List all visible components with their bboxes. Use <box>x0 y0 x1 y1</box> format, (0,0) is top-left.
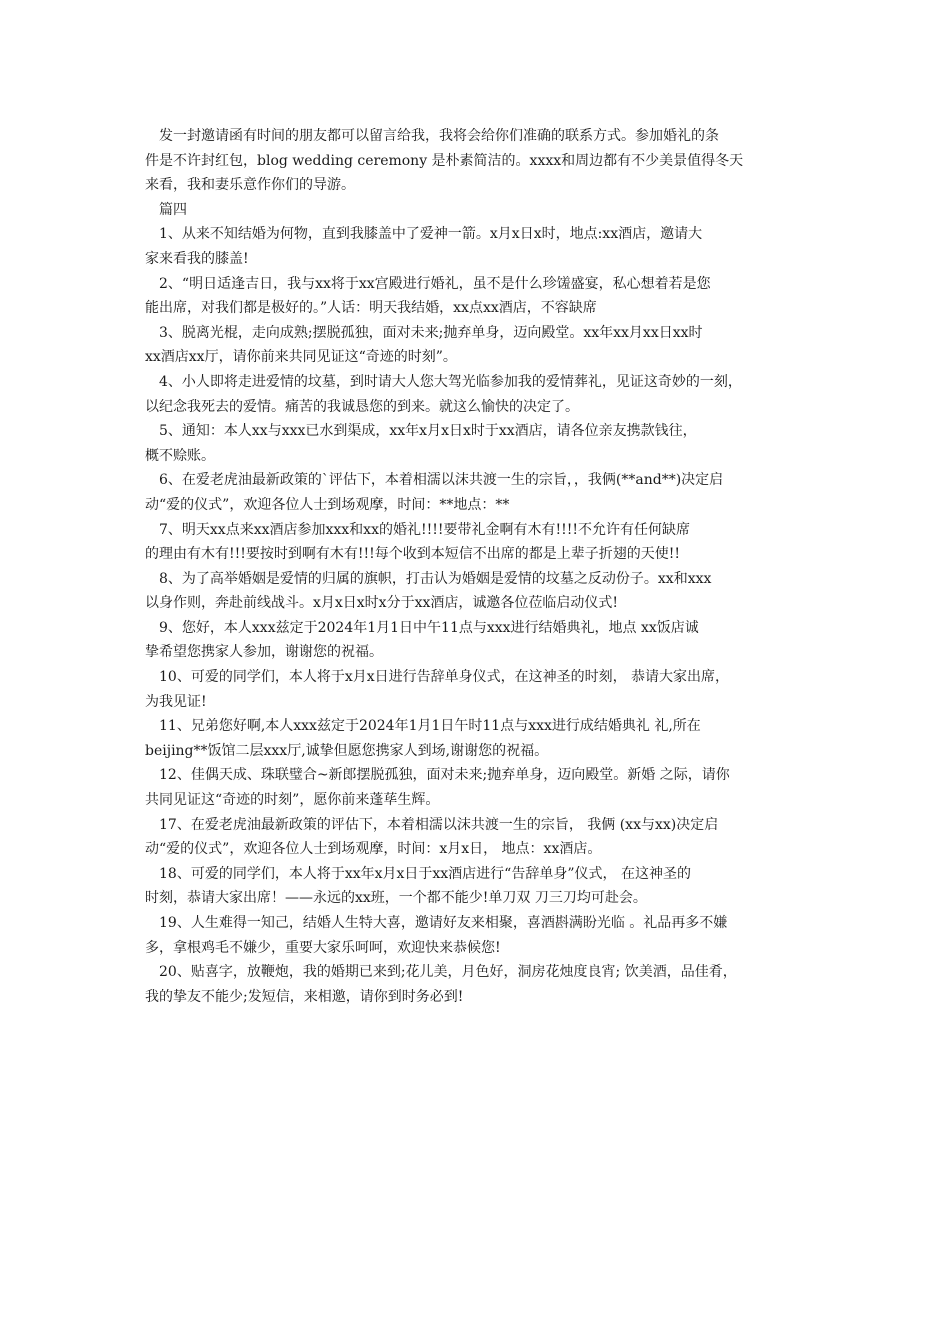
paragraph-line: 的理由有木有!!!要按时到啊有木有!!!每个收到本短信不出席的都是上辈子折翅的天使!! <box>145 546 681 563</box>
paragraph-first-line: 19、人生难得一知己，结婚人生特大喜，邀请好友来相聚，喜酒斟满盼光临 。礼品再多不嫌 <box>159 915 728 931</box>
paragraph <box>145 763 815 812</box>
paragraph <box>145 911 815 960</box>
paragraph <box>145 616 815 665</box>
paragraph <box>145 862 815 911</box>
paragraph-line: 动“爱的仪式”，欢迎各位人士到场观摩，时间：x月x日， 地点：xx酒店。 <box>145 841 602 858</box>
paragraph-line: 概不赊账。 <box>145 447 215 464</box>
paragraph <box>145 665 815 714</box>
paragraph-first-line: 10、可爱的同学们，本人将于x月x日进行告辞单身仪式，在这神圣的时刻， 恭请大家出席， <box>159 669 730 686</box>
paragraph-first-line: 2、“明日适逢吉日，我与xx将于xx宫殿进行婚礼，虽不是什么珍馐盛宴，私心想着若是您 <box>159 275 711 292</box>
paragraph <box>145 321 815 370</box>
paragraph-first-line: 4、小人即将走进爱情的坟墓，到时请大人您大驾光临参加我的爱情葬礼，见证这奇妙的一刻， <box>159 373 742 390</box>
paragraph-line: 时刻，恭请大家出席！——永远的xx班，一个都不能少!单刀双 刀三刀均可赴会。 <box>145 890 647 907</box>
paragraph <box>145 198 815 223</box>
paragraph <box>145 960 815 1009</box>
paragraph-first-line: 发一封邀请函有时间的朋友都可以留言给我，我将会给你们准确的联系方式。参加婚礼的条 <box>159 128 719 144</box>
paragraph-line: 为我见证! <box>145 693 207 710</box>
paragraph <box>145 813 815 862</box>
paragraph <box>145 370 815 419</box>
paragraph <box>145 567 815 616</box>
paragraph-line: 来看，我和妻乐意作你们的导游。 <box>145 177 355 194</box>
paragraph-first-line: 9、您好，本人xxx兹定于2024年1月1日中午11点与xxx进行结婚典礼，地点 xx饭店诚 <box>159 619 699 636</box>
paragraph-first-line: 8、为了高举婚姻是爱情的归属的旗帜，打击认为婚姻是爱情的坟墓之反动份子。xx和xxx <box>159 570 712 587</box>
paragraph-line: 家来看我的膝盖! <box>145 250 249 267</box>
paragraph-line: 共同见证这“奇迹的时刻”，愿你前来蓬荜生辉。 <box>145 792 440 809</box>
paragraph-first-line: 7、明天xx点来xx酒店参加xxx和xx的婚礼!!!!要带礼金啊有木有!!!!不允许有任何缺席 <box>159 521 690 538</box>
paragraph-line: xx酒店xx厅，请你前来共同见证这“奇迹的时刻”。 <box>145 349 457 366</box>
paragraph-first-line: 11、兄弟您好啊,本人xxx兹定于2024年1月1日午时11点与xxx进行成结婚典礼 礼,所在 <box>159 718 701 735</box>
paragraph-first-line: 篇四 <box>159 201 187 218</box>
paragraph-line: 挚希望您携家人参加，谢谢您的祝福。 <box>145 644 383 661</box>
paragraph-first-line: 20、贴喜字，放鞭炮，我的婚期已来到;花儿美，月色好，洞房花烛度良宵; 饮美酒，品佳肴， <box>159 964 737 981</box>
paragraph-line: 能出席，对我们都是极好的。”人话：明天我结婚，xx点xx酒店，不容缺席 <box>145 300 597 317</box>
paragraph <box>145 518 815 567</box>
document-page <box>145 124 815 1009</box>
paragraph-first-line: 17、在爱老虎油最新政策的评估下，本着相濡以沫共渡一生的宗旨， 我俩 (xx与xx)决定启 <box>159 816 719 833</box>
paragraph <box>145 222 815 271</box>
paragraph <box>145 124 815 198</box>
paragraph-line: 我的挚友不能少;发短信，来相邀，请你到时务必到! <box>145 988 464 1005</box>
paragraph-first-line: 3、脱离光棍，走向成熟;摆脱孤独，面对未来;抛弃单身，迈向殿堂。xx年xx月xx日xx时 <box>159 324 703 341</box>
paragraph <box>145 419 815 468</box>
paragraph-line: 以身作则，奔赴前线战斗。x月x日x时x分于xx酒店，诚邀各位莅临启动仪式! <box>145 595 618 612</box>
paragraph-first-line: 12、佳偶天成、珠联璧合~新郎摆脱孤独，面对未来;抛弃单身，迈向殿堂。新婚 之际，请你 <box>159 767 730 784</box>
paragraph-first-line: 1、从来不知结婚为何物，直到我膝盖中了爱神一箭。x月x日x时，地点:xx酒店，邀请大 <box>159 226 703 243</box>
paragraph-line: 动“爱的仪式”，欢迎各位人士到场观摩，时间：**地点：** <box>145 496 510 513</box>
paragraph <box>145 272 815 321</box>
paragraph <box>145 714 815 763</box>
paragraph-line: 件是不许封红包，blog wedding ceremony 是朴素简洁的。xxxx和周边都有不少美景值得冬天 <box>145 152 744 169</box>
paragraph-line: beijing**饭馆二层xxx厅,诚挚但愿您携家人到场,谢谢您的祝福。 <box>145 742 549 759</box>
paragraph-line: 以纪念我死去的爱情。痛苦的我诚恳您的到来。就这么愉快的决定了。 <box>145 398 579 415</box>
paragraph-first-line: 6、在爱老虎油最新政策的`评估下，本着相濡以沫共渡一生的宗旨，，我俩(**and**)决定启 <box>159 472 724 489</box>
paragraph-first-line: 18、可爱的同学们，本人将于xx年x月x日于xx酒店进行“告辞单身”仪式， 在这神圣的 <box>159 865 691 882</box>
paragraph <box>145 468 815 517</box>
paragraph-line: 多，拿根鸡毛不嫌少，重要大家乐呵呵，欢迎快来恭候您! <box>145 939 501 956</box>
paragraph-first-line: 5、通知：本人xx与xxx已水到渠成，xx年x月x日x时于xx酒店，请各位亲友携款钱往， <box>159 423 697 440</box>
